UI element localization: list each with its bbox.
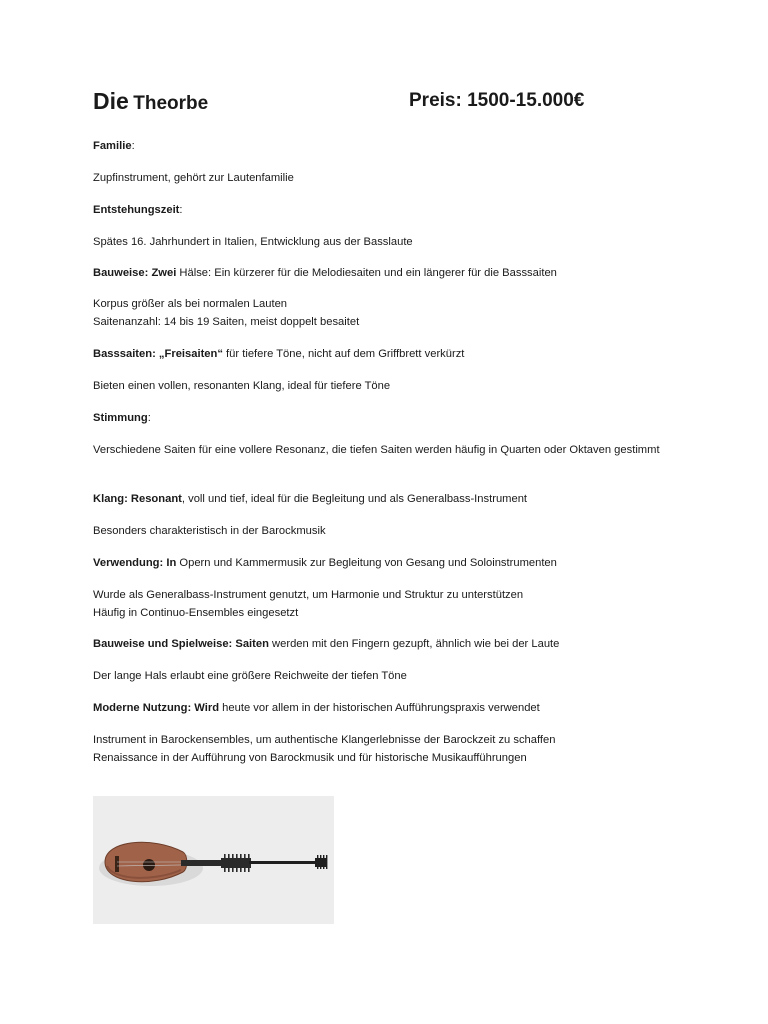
title-die: Die [93,88,129,114]
spielweise-paragraph [93,635,693,653]
verwendung-label: Verwendung: In [93,557,177,569]
korpus-line-2: Saitenanzahl: 14 bis 19 Saiten, meist doppelt besaitet [93,316,360,328]
modern-label: Moderne Nutzung: Wird [93,702,220,714]
bieten-text: Bieten einen vollen, resonanten Klang, ideal für tiefere Töne [93,380,391,392]
wurde-paragraph [93,586,693,622]
instrument-line-1: Instrument in Barockensembles, um authentische Klangerlebnisse der Barockzeit zu schaffen [93,734,556,746]
entstehung-label: Entstehungszeit [93,204,180,216]
familie-heading [93,137,693,155]
korpus-paragraph [93,295,693,331]
basssaiten-label: Basssaiten: „Freisaiten“ [93,348,223,360]
stimmung-colon: : [147,412,151,424]
familie-text: Zupfinstrument, gehört zur Lautenfamilie [93,172,294,184]
entstehung-heading [93,201,693,219]
stimmung-text: Verschiedene Saiten für eine vollere Resonanz, die tiefen Saiten werden häufig in Quarten oder Oktaven gestimmt [93,444,660,456]
extended-neck [249,861,319,864]
spielweise-label: Bauweise und Spielweise: Saiten [93,638,269,650]
page-title [93,88,208,115]
hals-text: Der lange Hals erlaubt eine größere Reichweite der tiefen Töne [93,670,407,682]
modern-text: heute vor allem in der historischen Aufführungspraxis verwendet [219,702,540,714]
basssaiten-paragraph [93,345,693,363]
klang-text: , voll und tief, ideal für die Begleitung und als Generalbass-Instrument [181,493,528,505]
bauweise-text: Hälse: Ein kürzerer für die Melodiesaiten und ein längerer für die Basssaiten [176,267,557,279]
instrument-line-2: Renaissance in der Aufführung von Barockmusik und für historische Musikaufführungen [93,752,527,764]
familie-label: Familie [93,140,132,152]
stimmung-heading [93,409,693,427]
verwendung-paragraph [93,554,693,572]
bridge [115,856,119,872]
instrument-paragraph [93,731,693,767]
bauweise-label: Bauweise: Zwei [93,267,177,279]
bauweise-paragraph [93,264,693,282]
familie-colon: : [131,140,135,152]
stimmung-label: Stimmung [93,412,148,424]
klang-paragraph [93,490,693,508]
verwendung-text: Opern und Kammermusik zur Begleitung von Gesang und Soloinstrumenten [176,557,557,569]
spielweise-text: werden mit den Fingern gezupft, ähnlich wie bei der Laute [268,638,560,650]
title-name: Theorbe [133,93,209,114]
korpus-line-1: Korpus größer als bei normalen Lauten [93,298,288,310]
basssaiten-text: für tiefere Töne, nicht auf dem Griffbrett verkürzt [222,348,465,360]
entstehung-text: Spätes 16. Jahrhundert in Italien, Entwicklung aus der Basslaute [93,236,413,248]
price-heading: Preis: 1500-15.000€ [409,90,585,111]
modern-paragraph [93,699,693,717]
besonders-text: Besonders charakteristisch in der Barockmusik [93,525,326,537]
wurde-line-1: Wurde als Generalbass-Instrument genutzt, um Harmonie und Struktur zu unterstützen [93,589,524,601]
rose-soundhole [143,859,155,871]
wurde-line-2: Häufig in Continuo-Ensembles eingesetzt [93,607,299,619]
theorbo-photo [93,796,334,924]
theorbo-illustration [93,796,334,924]
entstehung-colon: : [179,204,183,216]
klang-label: Klang: Resonant [93,493,182,505]
title-row [93,88,693,122]
